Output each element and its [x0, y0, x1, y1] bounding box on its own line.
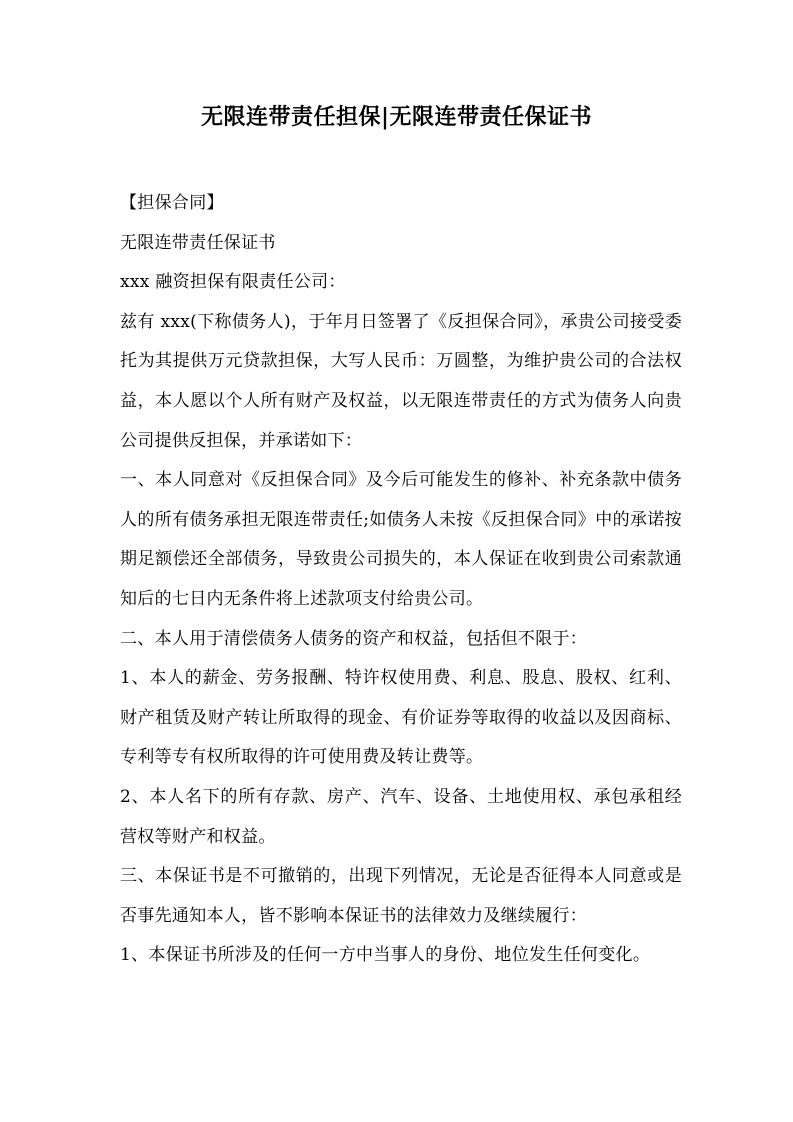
section-label: 【担保合同】: [120, 193, 224, 213]
document-body: [120, 184, 682, 976]
body-paragraph: 兹有 xxx(下称债务人)，于年月日签署了《反担保合同》，承贵公司接受委托为其提供万元贷款担保，大写人民币：万圆整，为维护贵公司的合法权益，本人愿以个人所有财产及权益，以无限连带责任的方式为债务人向贵公司提供反担保，并承诺如下：: [120, 311, 682, 451]
clause-one: 一、本人同意对《反担保合同》及今后可能发生的修补、补充条款中债务人的所有债务承担无限连带责任;如债务人未按《反担保合同》中的承诺按期足额偿还全部债务，导致贵公司损失的，本人保证在收到贵公司索款通知后的七日内无条件将上述款项支付给贵公司。: [120, 470, 682, 609]
clause-three-item-1: 1、本保证书所涉及的任何一方中当事人的身份、地位发生任何变化。: [120, 945, 651, 966]
clause-two-item-2: 2、本人名下的所有存款、房产、汽车、设备、土地使用权、承包承租经营权等财产和权益。: [120, 786, 682, 847]
clause-two: 二、本人用于清偿债务人债务的资产和权益，包括但不限于：: [120, 628, 588, 649]
clause-three: 三、本保证书是不可撤销的，出现下列情况，无论是否征得本人同意或是否事先通知本人，皆不影响本保证书的法律效力及继续履行：: [120, 866, 682, 926]
addressee: xxx 融资担保有限责任公司：: [120, 272, 346, 293]
clause-two-item-1: 1、本人的薪金、劳务报酬、特许权使用费、利息、股息、股权、红利、财产租赁及财产转让所取得的现金、有价证券等取得的收益以及因商标、专利等专有权所取得的许可使用费及转让费等。: [120, 668, 682, 768]
document-title: 无限连带责任担保|无限连带责任保证书: [200, 104, 592, 130]
subtitle: 无限连带责任保证书: [120, 232, 276, 253]
